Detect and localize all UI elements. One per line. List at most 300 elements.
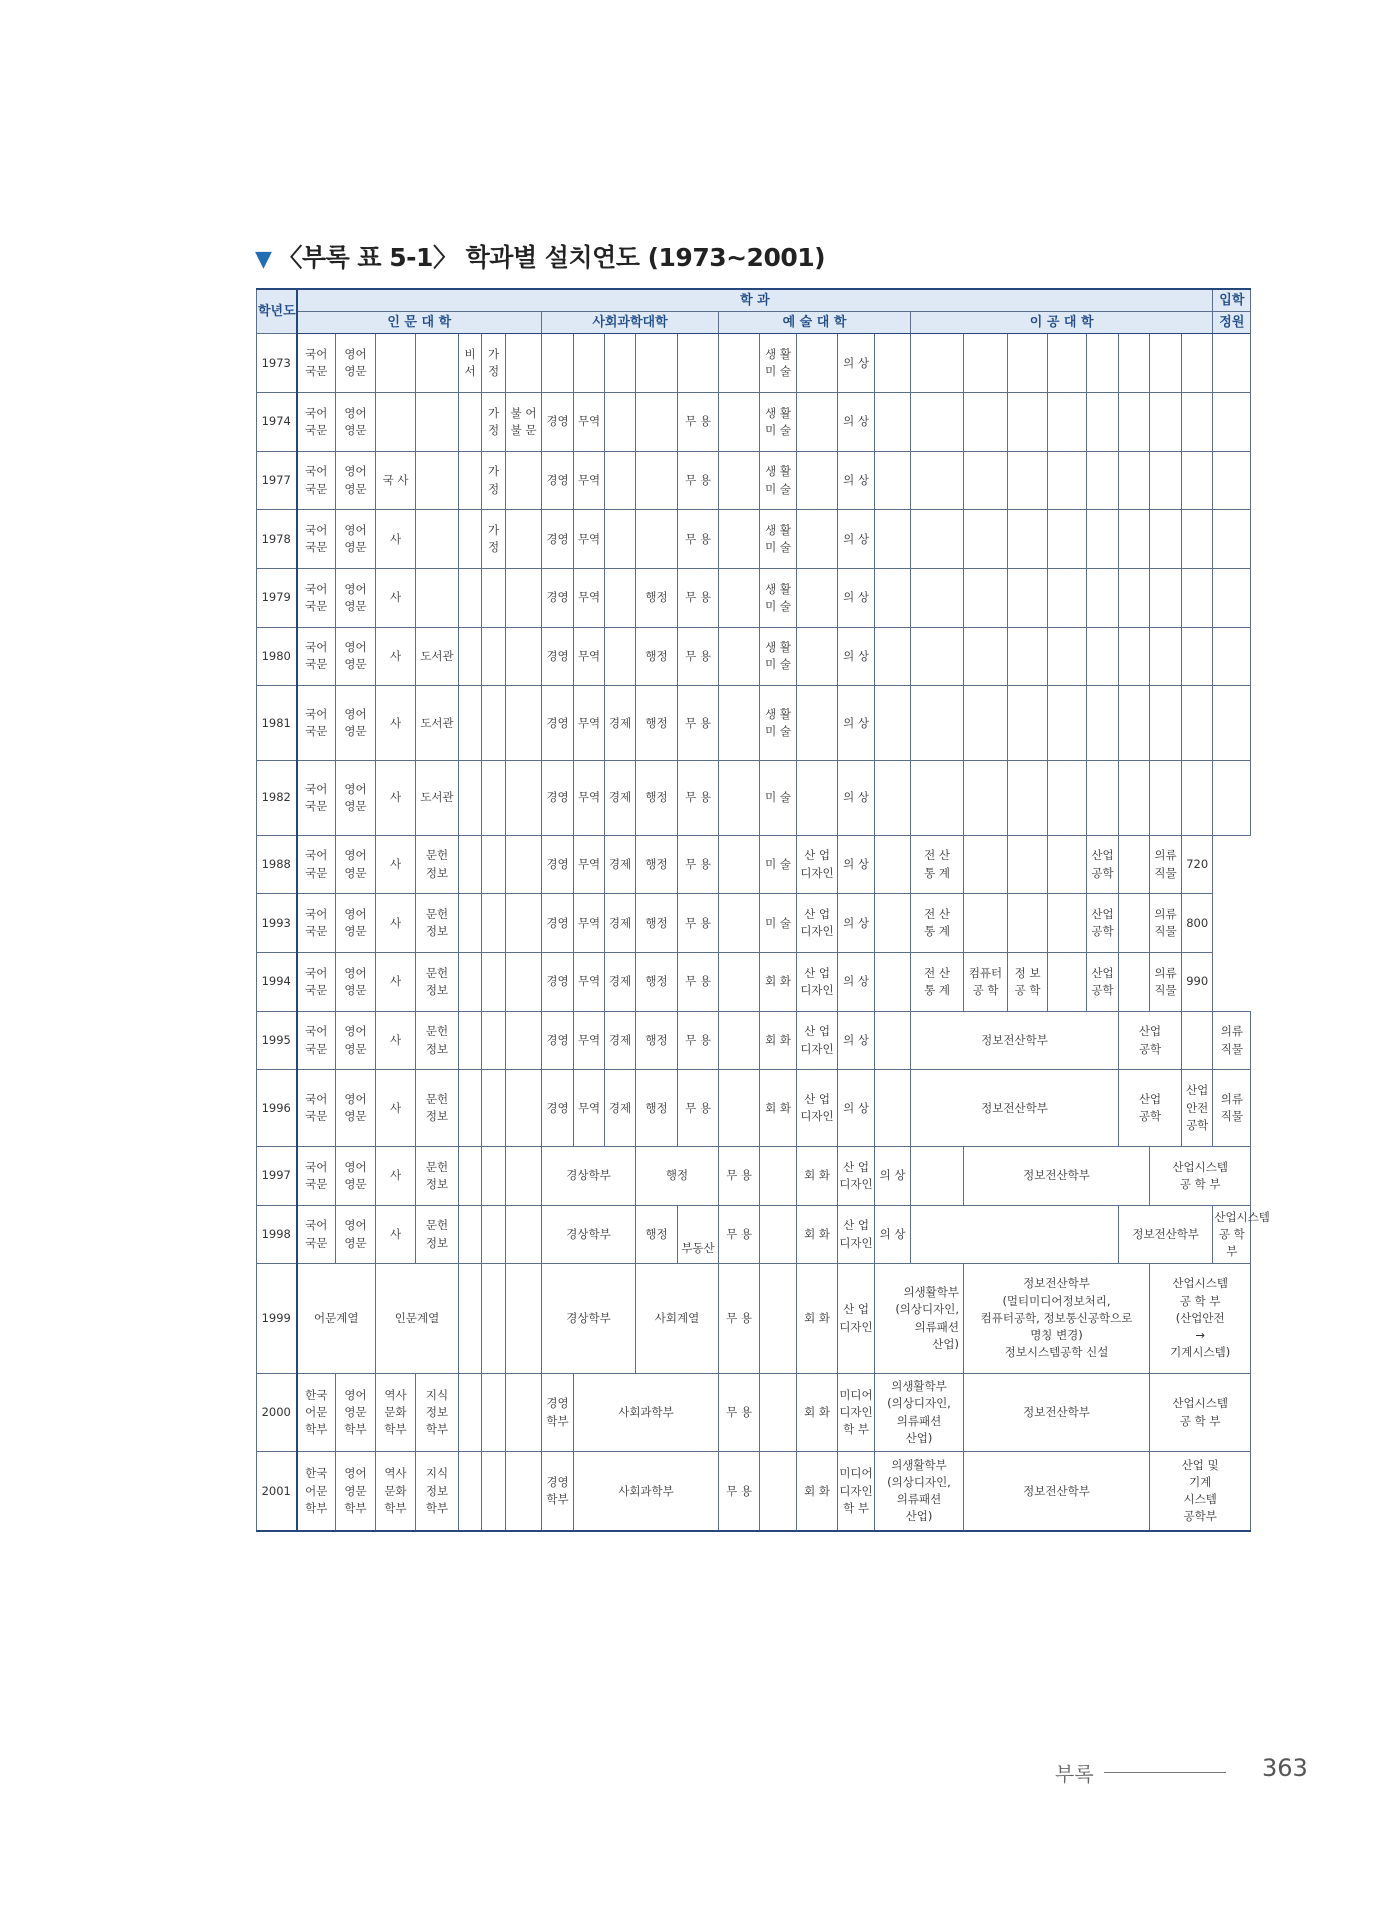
department-cell: 경영	[542, 393, 574, 452]
department-cell	[1048, 894, 1087, 953]
department-cell: 경영	[542, 510, 574, 569]
department-cell: 경제	[605, 835, 636, 894]
department-cell	[964, 761, 1008, 836]
department-cell: 무 용	[678, 627, 719, 686]
department-cell: 경영	[542, 568, 574, 627]
department-cell: 경영 학부	[542, 1452, 574, 1531]
department-cell: 사	[376, 835, 416, 894]
department-cell	[1182, 393, 1213, 452]
department-cell	[482, 686, 506, 761]
department-cell: 문헌 정보	[416, 894, 459, 953]
department-cell: 영어 영문 학부	[336, 1373, 376, 1452]
department-cell	[1119, 894, 1150, 953]
department-cell: 산업 공학	[1119, 1011, 1182, 1070]
department-cell: 무역	[574, 1011, 605, 1070]
department-cell	[760, 1452, 797, 1531]
department-cell	[1213, 334, 1251, 393]
department-cell: 경제	[605, 686, 636, 761]
department-cell: 의 상	[838, 451, 875, 510]
department-cell	[482, 1452, 506, 1531]
table-row	[257, 568, 1251, 627]
department-cell	[719, 451, 760, 510]
department-cell: 정보전산학부	[964, 1452, 1150, 1531]
department-cell	[964, 334, 1008, 393]
department-cell	[1008, 334, 1048, 393]
department-cell: 의 상	[875, 1205, 911, 1264]
department-cell: 경영	[542, 451, 574, 510]
year-cell: 1996	[257, 1070, 297, 1147]
department-cell	[1182, 451, 1213, 510]
department-cell	[1119, 686, 1150, 761]
department-cell	[1048, 627, 1087, 686]
department-cell	[1150, 761, 1182, 836]
department-cell: 산업시스템 공 학 부	[1150, 1373, 1251, 1452]
department-cell: 정보전산학부 (멀티미디어정보처리, 컴퓨터공학, 정보통신공학으로 명칭 변경) 정보시스템공학 신설	[964, 1264, 1150, 1373]
department-cell: 무역	[574, 953, 605, 1012]
department-cell	[416, 568, 459, 627]
department-cell	[964, 451, 1008, 510]
department-cell	[506, 686, 542, 761]
department-cell: 무역	[574, 568, 605, 627]
year-cell: 1978	[257, 510, 297, 569]
department-cell	[875, 1070, 911, 1147]
department-cell	[875, 334, 911, 393]
department-cell: 사	[376, 1205, 416, 1264]
department-cell: 영어 영문	[336, 1011, 376, 1070]
department-cell	[506, 510, 542, 569]
department-cell	[875, 686, 911, 761]
table-row	[257, 1452, 1251, 1531]
department-cell: 경제	[605, 953, 636, 1012]
department-cell: 문헌 정보	[416, 953, 459, 1012]
department-cell: 산업 공학	[1087, 835, 1119, 894]
department-cell: 경제	[605, 761, 636, 836]
department-cell	[459, 393, 482, 452]
department-cell: 가 정	[482, 451, 506, 510]
department-cell	[719, 686, 760, 761]
department-cell	[911, 1147, 964, 1206]
department-cell	[911, 627, 964, 686]
department-cell: 산업시스템 공 학 부	[1150, 1147, 1251, 1206]
department-cell: 국 사	[376, 451, 416, 510]
department-cell: 무 용	[719, 1147, 760, 1206]
department-cell: 영어 영문	[336, 627, 376, 686]
department-cell	[1087, 686, 1119, 761]
department-cell: 정보전산학부	[911, 1011, 1119, 1070]
department-cell	[1150, 568, 1182, 627]
department-establishment-table	[256, 288, 1270, 1532]
department-cell	[1119, 761, 1150, 836]
department-cell	[636, 393, 678, 452]
department-cell: 영어 영문	[336, 1147, 376, 1206]
table-row	[257, 1070, 1251, 1147]
department-cell	[719, 627, 760, 686]
department-cell	[797, 334, 838, 393]
department-cell	[542, 334, 574, 393]
department-cell	[911, 686, 964, 761]
department-cell: 경영 학부	[542, 1373, 574, 1452]
department-cell	[459, 1070, 482, 1147]
department-cell	[1087, 627, 1119, 686]
department-cell: 무역	[574, 894, 605, 953]
quota-cell: 720	[1182, 835, 1213, 894]
department-cell: 생 활 미 술	[760, 451, 797, 510]
department-cell: 문헌 정보	[416, 1070, 459, 1147]
department-cell	[964, 568, 1008, 627]
department-cell: 경영	[542, 686, 574, 761]
department-cell: 영어 영문	[336, 835, 376, 894]
department-cell: 의 상	[838, 686, 875, 761]
department-cell: 사회과학부	[574, 1452, 719, 1531]
department-cell	[875, 510, 911, 569]
table-row	[257, 894, 1251, 953]
department-cell	[911, 451, 964, 510]
department-cell	[416, 334, 459, 393]
department-cell: 사회계열	[636, 1264, 719, 1373]
page-number: 363	[1262, 1754, 1308, 1782]
year-cell: 1979	[257, 568, 297, 627]
department-cell	[459, 835, 482, 894]
department-cell: 의 상	[838, 1070, 875, 1147]
department-cell: 무 용	[719, 1264, 760, 1373]
department-cell	[459, 627, 482, 686]
department-cell: 영어 영문	[336, 1205, 376, 1264]
department-cell: 생 활 미 술	[760, 393, 797, 452]
department-cell	[1182, 627, 1213, 686]
department-cell	[719, 1070, 760, 1147]
department-cell: 비 서	[459, 334, 482, 393]
year-cell: 1995	[257, 1011, 297, 1070]
quota-cell: 800	[1182, 894, 1213, 953]
department-cell	[1150, 686, 1182, 761]
department-cell: 행정	[636, 835, 678, 894]
department-cell: 경제	[605, 894, 636, 953]
department-cell: 미 술	[760, 894, 797, 953]
college-social-sciences: 사회과학대학	[542, 312, 719, 334]
department-cell	[506, 1264, 542, 1373]
department-cell: 사	[376, 953, 416, 1012]
department-cell: 의 상	[838, 393, 875, 452]
department-cell	[719, 568, 760, 627]
department-cell	[506, 1452, 542, 1531]
year-cell: 1981	[257, 686, 297, 761]
department-cell: 경제	[605, 1070, 636, 1147]
department-cell: 무 용	[719, 1373, 760, 1452]
department-cell: 무 용	[719, 1452, 760, 1531]
department-cell	[605, 393, 636, 452]
department-cell: 의생활학부 (의상디자인, 의류패션 산업)	[875, 1373, 964, 1452]
department-cell	[506, 761, 542, 836]
department-cell	[1119, 627, 1150, 686]
department-cell: 사	[376, 510, 416, 569]
department-cell: 산 업 디자인	[797, 835, 838, 894]
department-cell: 산업 공학	[1087, 953, 1119, 1012]
department-cell: 역사 문화 학부	[376, 1373, 416, 1452]
department-cell	[1213, 568, 1251, 627]
department-cell	[482, 1011, 506, 1070]
department-cell: 의류 직물	[1150, 894, 1182, 953]
department-cell: 경영	[542, 1070, 574, 1147]
department-cell	[459, 1205, 482, 1264]
department-cell: 무역	[574, 1070, 605, 1147]
department-cell: 의 상	[838, 953, 875, 1012]
department-cell	[911, 393, 964, 452]
department-cell: 회 화	[760, 953, 797, 1012]
department-cell	[459, 1452, 482, 1531]
department-cell	[506, 451, 542, 510]
triangle-marker-icon: ▼	[255, 247, 272, 272]
department-cell: 정보전산학부	[911, 1070, 1119, 1147]
department-cell: 의 상	[838, 627, 875, 686]
department-cell: 무 용	[678, 894, 719, 953]
department-cell: 행정	[636, 1011, 678, 1070]
department-cell: 경제	[605, 1011, 636, 1070]
department-cell	[964, 510, 1008, 569]
department-cell	[719, 334, 760, 393]
department-cell	[482, 627, 506, 686]
quota-cell: 990	[1182, 953, 1213, 1012]
department-cell	[875, 1011, 911, 1070]
department-cell: 생 활 미 술	[760, 686, 797, 761]
department-cell: 무 용	[678, 1011, 719, 1070]
department-cell	[482, 1147, 506, 1206]
table-row	[257, 761, 1251, 836]
department-cell: 산 업 디자인	[797, 1070, 838, 1147]
department-cell	[719, 894, 760, 953]
department-cell: 무 용	[678, 686, 719, 761]
department-cell: 사	[376, 761, 416, 836]
table-row	[257, 393, 1251, 452]
department-cell: 무 용	[678, 568, 719, 627]
department-cell	[459, 451, 482, 510]
department-cell	[506, 1205, 542, 1264]
department-cell: 산업시스템 공 학 부 (산업안전 → 기계시스템)	[1150, 1264, 1251, 1373]
department-cell	[911, 568, 964, 627]
year-cell: 1993	[257, 894, 297, 953]
department-cell: 무역	[574, 510, 605, 569]
department-cell: 행정	[636, 761, 678, 836]
department-cell	[459, 1011, 482, 1070]
department-cell: 영어 영문	[336, 761, 376, 836]
table-row	[257, 451, 1251, 510]
department-cell: 영어 영문	[336, 568, 376, 627]
department-cell: 한국 어문 학부	[297, 1452, 336, 1531]
department-cell	[416, 510, 459, 569]
department-cell	[1150, 510, 1182, 569]
department-cell: 국어 국문	[297, 761, 336, 836]
department-cell: 미디어 디자인 학 부	[838, 1452, 875, 1531]
department-cell	[1150, 451, 1182, 510]
year-cell: 1997	[257, 1147, 297, 1206]
table-row	[257, 1205, 1251, 1264]
department-cell	[376, 393, 416, 452]
department-cell: 회 화	[797, 1147, 838, 1206]
department-cell: 국어 국문	[297, 568, 336, 627]
department-cell	[636, 451, 678, 510]
table-row	[257, 334, 1251, 393]
department-cell: 의류 직물	[1213, 1011, 1251, 1070]
department-cell	[482, 1264, 506, 1373]
department-cell: 가 정	[482, 334, 506, 393]
department-cell: 인문계열	[376, 1264, 459, 1373]
department-cell: 생 활 미 술	[760, 568, 797, 627]
department-cell	[875, 835, 911, 894]
footer-rule	[1104, 1772, 1226, 1773]
department-cell: 지식 정보 학부	[416, 1452, 459, 1531]
department-cell	[875, 894, 911, 953]
department-cell: 경상학부	[542, 1205, 636, 1264]
department-cell	[797, 568, 838, 627]
department-cell	[1008, 451, 1048, 510]
department-cell	[636, 334, 678, 393]
table-title-text: 〈부록 표 5-1〉 학과별 설치연도 (1973~2001)	[277, 243, 826, 272]
department-cell	[605, 568, 636, 627]
department-cell: 의 상	[838, 510, 875, 569]
department-cell	[1150, 627, 1182, 686]
department-cell	[797, 451, 838, 510]
department-cell: 국어 국문	[297, 393, 336, 452]
department-cell: 사	[376, 1070, 416, 1147]
department-cell	[797, 761, 838, 836]
department-cell: 국어 국문	[297, 1011, 336, 1070]
department-cell: 영어 영문	[336, 451, 376, 510]
department-cell	[506, 1147, 542, 1206]
table-row	[257, 1011, 1251, 1070]
department-cell	[1087, 568, 1119, 627]
department-cell: 미 술	[760, 761, 797, 836]
department-cell	[1182, 1011, 1213, 1070]
department-cell	[1087, 393, 1119, 452]
department-cell	[719, 953, 760, 1012]
department-cell: 회 화	[760, 1070, 797, 1147]
department-cell: 행정	[636, 627, 678, 686]
footer-section-label: 부록	[1055, 1762, 1094, 1786]
department-cell: 산업 공학	[1119, 1070, 1182, 1147]
department-cell: 전 산 통 계	[911, 835, 964, 894]
department-cell: 무역	[574, 761, 605, 836]
department-cell: 무 용	[678, 835, 719, 894]
department-cell: 국어 국문	[297, 1070, 336, 1147]
department-cell: 국어 국문	[297, 510, 336, 569]
department-cell	[1048, 334, 1087, 393]
department-cell: 지식 정보 학부	[416, 1373, 459, 1452]
department-cell: 정보전산학부	[1119, 1205, 1213, 1264]
department-cell: 국어 국문	[297, 334, 336, 393]
department-cell	[964, 627, 1008, 686]
department-cell	[482, 1070, 506, 1147]
year-cell: 1974	[257, 393, 297, 452]
department-cell	[506, 1070, 542, 1147]
department-cell: 정보전산학부	[964, 1373, 1150, 1452]
department-cell	[636, 510, 678, 569]
department-cell: 문헌 정보	[416, 1205, 459, 1264]
department-cell: 한국 어문 학부	[297, 1373, 336, 1452]
department-cell: 경영	[542, 1011, 574, 1070]
department-cell	[1008, 835, 1048, 894]
department-cell: 영어 영문	[336, 1070, 376, 1147]
department-cell	[1008, 627, 1048, 686]
department-cell: 산 업 디자인	[838, 1264, 875, 1373]
department-cell: 국어 국문	[297, 953, 336, 1012]
department-cell	[964, 686, 1008, 761]
department-cell	[875, 393, 911, 452]
department-cell	[506, 835, 542, 894]
department-cell	[797, 393, 838, 452]
table-row	[257, 1264, 1251, 1373]
department-cell: 문헌 정보	[416, 835, 459, 894]
department-cell: 국어 국문	[297, 1205, 336, 1264]
department-cell: 영어 영문	[336, 334, 376, 393]
quota-header-bottom: 정원	[1213, 312, 1251, 334]
department-cell	[1008, 510, 1048, 569]
department-cell: 의 상	[838, 334, 875, 393]
department-cell: 무역	[574, 393, 605, 452]
department-cell	[1213, 510, 1251, 569]
department-cell	[760, 1147, 797, 1206]
department-cell: 의 상	[838, 835, 875, 894]
department-cell: 문헌 정보	[416, 1147, 459, 1206]
department-cell: 무 용	[678, 761, 719, 836]
department-cell	[911, 510, 964, 569]
department-cell	[1008, 761, 1048, 836]
department-cell: 영어 영문	[336, 510, 376, 569]
department-cell: 무역	[574, 627, 605, 686]
department-cell: 국어 국문	[297, 835, 336, 894]
college-arts: 예 술 대 학	[719, 312, 911, 334]
department-cell	[1048, 761, 1087, 836]
department-cell	[719, 393, 760, 452]
department-cell: 전 산 통 계	[911, 894, 964, 953]
department-cell	[1008, 393, 1048, 452]
department-cell	[459, 568, 482, 627]
department-cell: 정 보 공 학	[1008, 953, 1048, 1012]
department-cell: 의생활학부 (의상디자인, 의류패션 산업)	[875, 1452, 964, 1531]
year-cell: 1980	[257, 627, 297, 686]
department-cell: 영어 영문 학부	[336, 1452, 376, 1531]
department-cell	[459, 1147, 482, 1206]
department-cell	[459, 894, 482, 953]
department-cell: 의 상	[838, 894, 875, 953]
department-cell: 사	[376, 1147, 416, 1206]
department-cell	[459, 1373, 482, 1452]
department-cell: 생 활 미 술	[760, 627, 797, 686]
department-cell: 행정	[636, 1070, 678, 1147]
department-cell: 무 용	[719, 1205, 760, 1264]
department-cell: 경영	[542, 953, 574, 1012]
department-cell: 경영	[542, 894, 574, 953]
department-cell	[760, 1373, 797, 1452]
department-cell: 불 어 불 문	[506, 393, 542, 452]
year-cell: 1982	[257, 761, 297, 836]
department-cell: 회 화	[797, 1264, 838, 1373]
department-cell	[797, 686, 838, 761]
department-cell	[911, 761, 964, 836]
department-cell	[506, 627, 542, 686]
department-header: 학 과	[297, 289, 1213, 312]
department-cell	[506, 334, 542, 393]
department-cell: 회 화	[760, 1011, 797, 1070]
department-cell	[482, 1373, 506, 1452]
department-cell	[875, 953, 911, 1012]
department-cell	[459, 761, 482, 836]
year-cell: 1973	[257, 334, 297, 393]
department-cell	[459, 1264, 482, 1373]
department-cell	[482, 953, 506, 1012]
department-cell: 무 용	[678, 393, 719, 452]
department-cell	[911, 1205, 1119, 1264]
department-cell	[506, 894, 542, 953]
department-cell	[1119, 334, 1150, 393]
